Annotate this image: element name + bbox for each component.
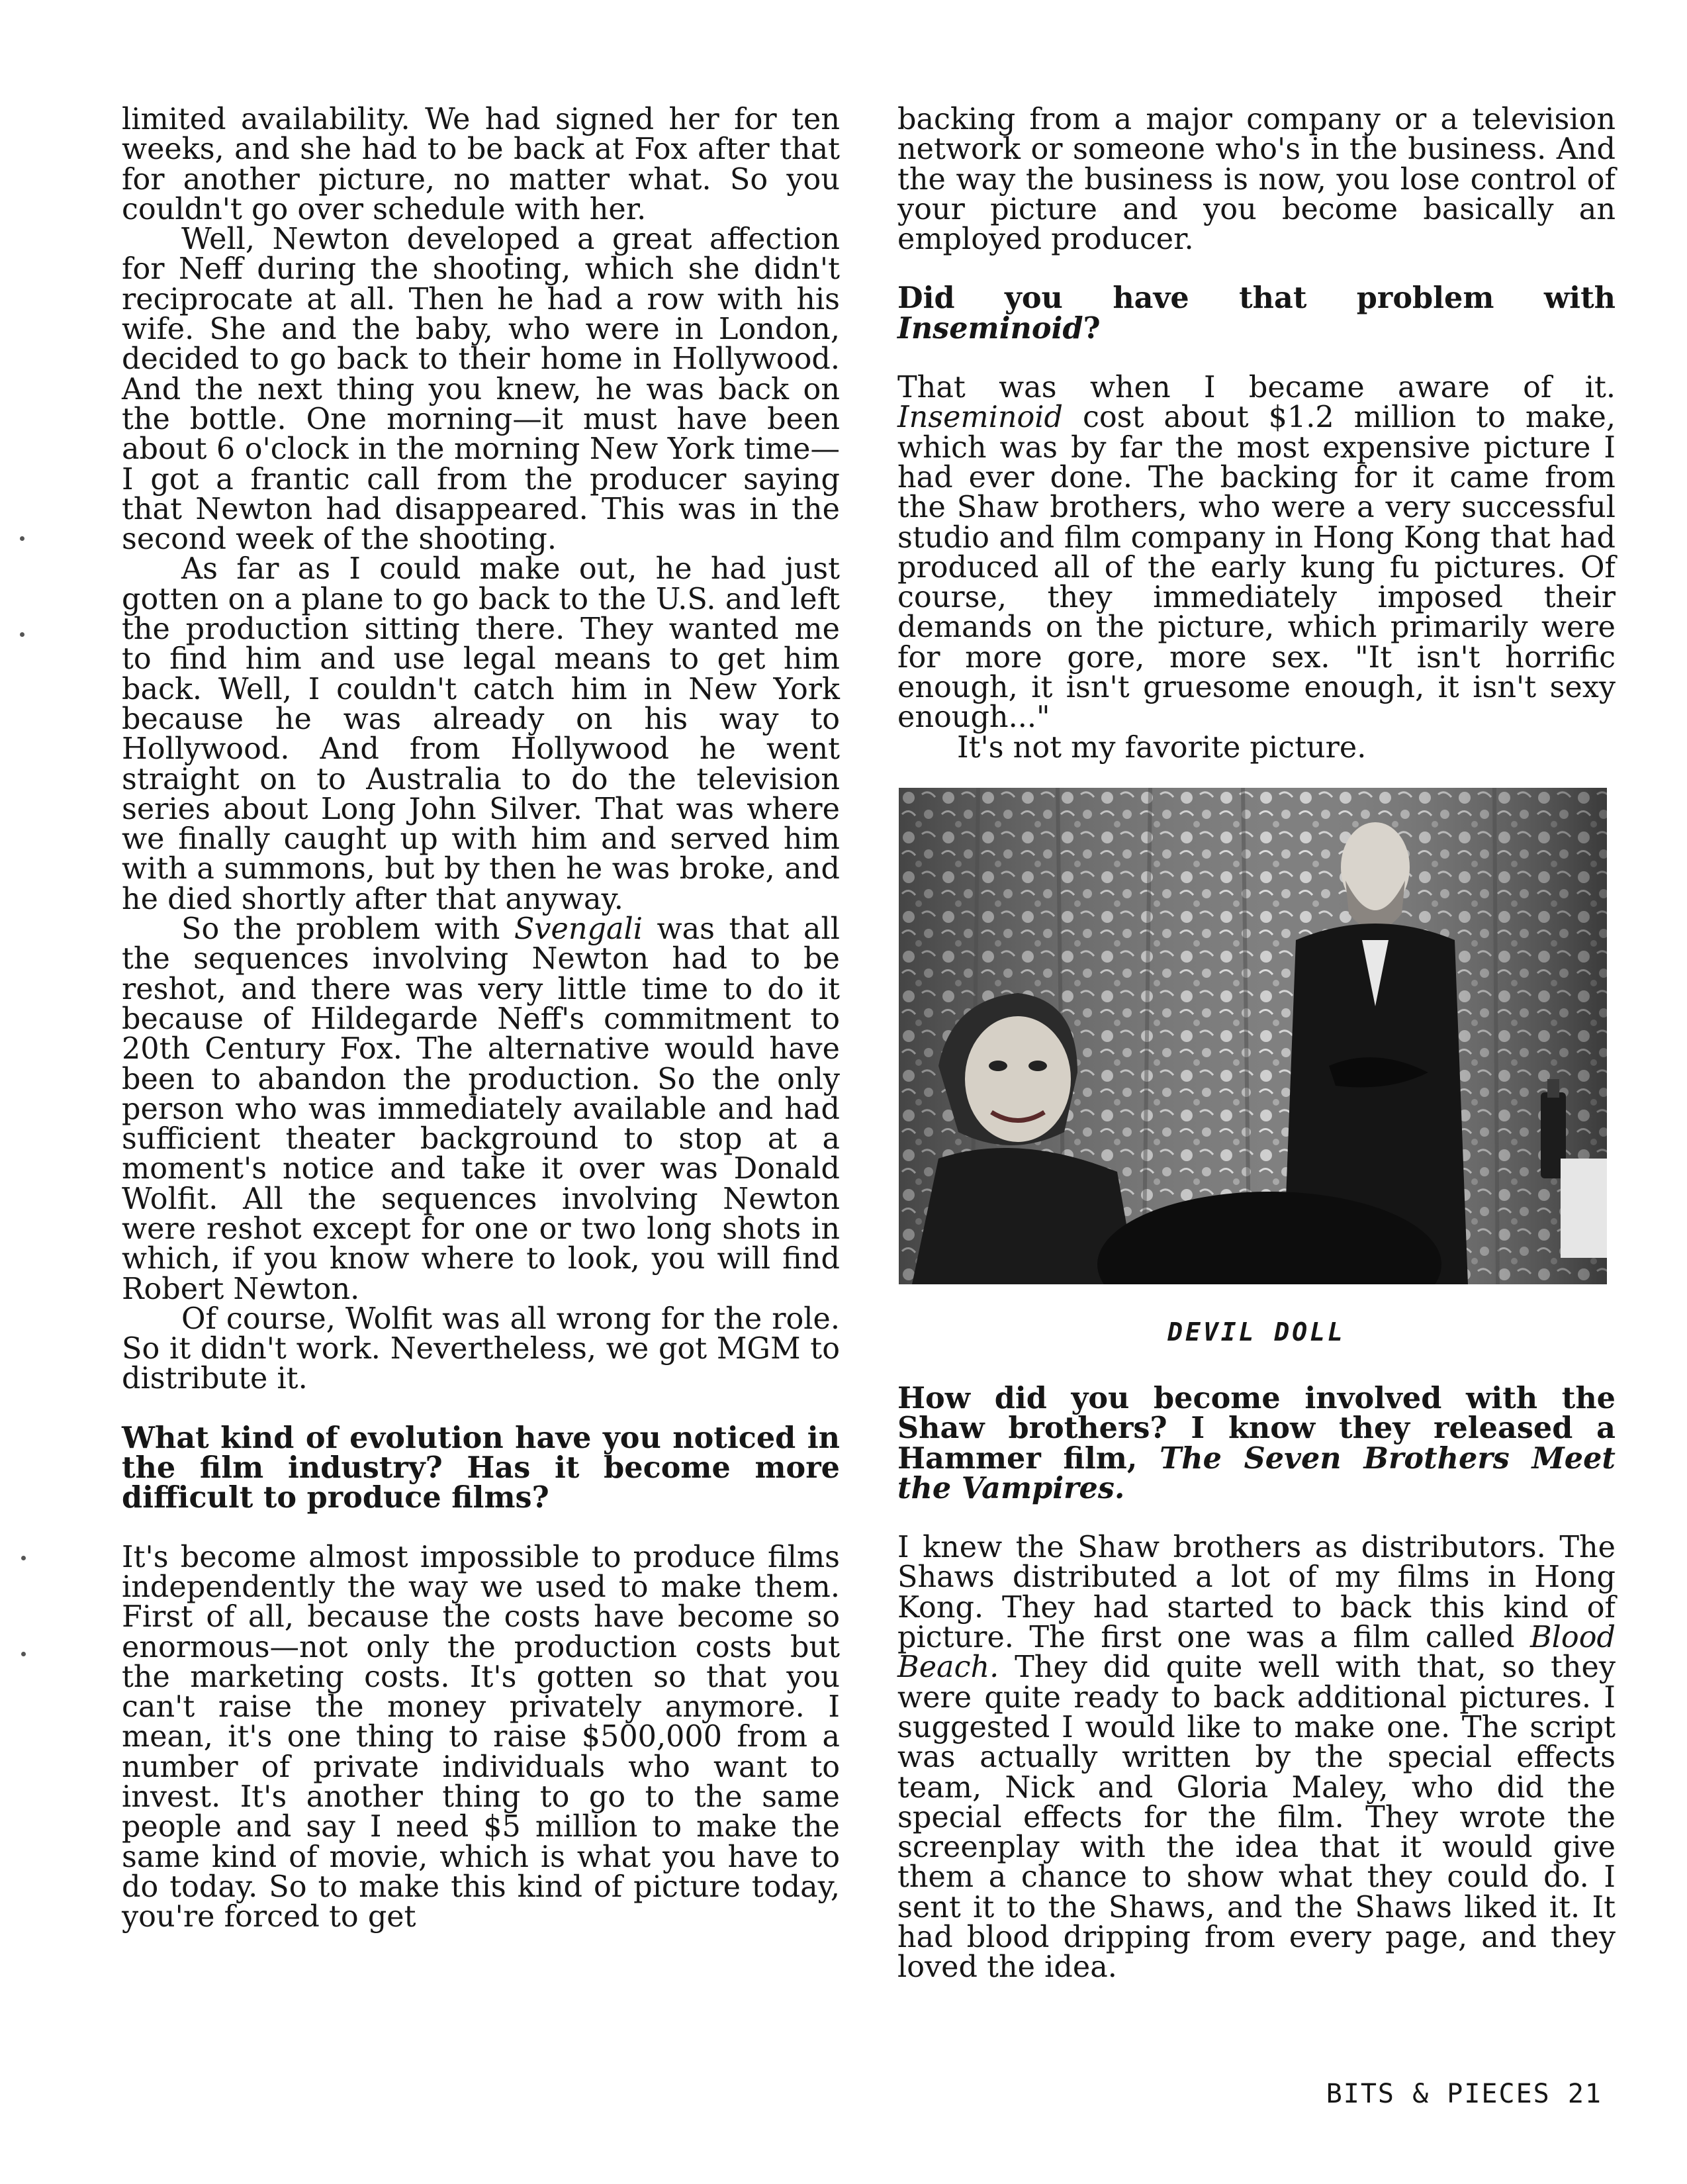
paragraph: backing from a major company or a television network or someone who's in the business. And the way the business is now, you lose control of your picture and you become basically an employed producer. <box>897 103 1616 257</box>
film-title: Svengali <box>514 912 643 947</box>
page-folio: BITS & PIECES 21 <box>1326 2079 1602 2109</box>
interview-question <box>897 1381 1616 1505</box>
scan-speck <box>20 536 24 541</box>
paragraph: As far as I could make out, he had just gotten on a plane to go back to the U.S. and left the production sitting there. They wanted me to find him and use legal means to get him back. Well, I couldn't catch him in New York because he was already on his way to Hollywood. And from Hollywood he went straight on to Australia to do the television series about Long John Silver. That was where we finally caught up with him and served him with a summons, but by then he was broke, and he died shortly after that anyway. <box>122 552 840 916</box>
interview-question: What kind of evolution have you noticed in the film industry? Has it become more difficult to produce films? <box>122 1420 840 1515</box>
photo-caption: DEVIL DOLL <box>1167 1317 1345 1347</box>
paragraph <box>897 373 1616 733</box>
paragraph: It's not my favorite picture. <box>957 730 1367 765</box>
photo-illustration <box>899 788 1607 1284</box>
text-run: That was when I became aware of it. <box>897 371 1616 405</box>
paragraph <box>897 1531 1616 1985</box>
text-run: How did you become involved with the Shaw brothers? I know they released a Hammer film, <box>897 1381 1616 1476</box>
scan-speck <box>21 1652 26 1656</box>
paragraph <box>122 914 840 1304</box>
text-run: was that all the sequences involving Newton had to be reshot, and there was very little time to do it because of Hildegarde Neff's commitment to 20th Century Fox. The alternative would have been to abandon the production. So the only person who was immediately available and had sufficient theater background to stop at a moment's notice and take it over was Donald Wolfit. All the sequences involving Newton were reshot except for one or two long shots in which, if you know where to look, you will find Robert Newton. <box>122 912 841 1306</box>
paragraph: limited availability. We had signed her for ten weeks, and she had to be back at Fox after that for another picture, no matter what. So you couldn't go over schedule with her. <box>122 103 840 226</box>
right-column <box>897 105 1616 763</box>
interview-question <box>897 283 1616 344</box>
film-title: The Seven Brothers Meet the Vampires. <box>897 1441 1616 1505</box>
paragraph: It's become almost impossible to produce films independently the way we used to make them. First of all, because the costs have become so enormous—not only the production costs but the marketing costs. It's gotten so that you can't raise the money privately anymore. I mean, it's one thing to raise $500,000 from a number of private individuals who want to invest. It's another thing to go to the same people and say I need $5 million to make the same kind of movie, which is what you have to do today. So to make this kind of picture today, you're forced to get <box>122 1540 840 1934</box>
devil-doll-photo <box>899 788 1607 1284</box>
right-column-lower <box>897 1381 1616 1985</box>
scan-speck <box>20 632 24 637</box>
paragraph: Of course, Wolfit was all wrong for the role. So it didn't work. Nevertheless, we got MGM to distribute it. <box>122 1302 840 1396</box>
film-title: Inseminoid <box>897 401 1064 435</box>
text-run: ? <box>1083 310 1101 346</box>
text-run: They did quite well with that, so they were quite ready to back additional pictures. I suggested I would like to make one. The script was actually written by the special effects team, Nick and Gloria Maley, who did the special effects for the film. They wrote the screenplay with the idea that it would give them a chance to show what they could do. I sent it to the Shaws, and the Shaws liked it. It had blood dripping from every page, and they loved the idea. <box>897 1650 1616 1985</box>
text-run: So the problem with <box>181 912 514 947</box>
left-column <box>122 105 840 1932</box>
text-run: I knew the Shaw brothers as distributors. The Shaws distributed a lot of my films in Hong Kong. They had started to back this kind of picture. The first one was a film called <box>897 1531 1616 1655</box>
film-title: Inseminoid <box>897 310 1083 346</box>
text-run: Did you have that problem with <box>897 281 1616 316</box>
paragraph: Well, Newton developed a great affection for Neff during the shooting, which she didn't reciprocate at all. Then he had a row with his wife. She and the baby, who were in London, decided to go back to their home in Hollywood. And the next thing you knew, he was back on the bottle. One morning—it must have been about 6 o'clock in the morning New York time—I got a frantic call from the producer saying that Newton had disappeared. This was in the second week of the shooting. <box>122 222 840 557</box>
text-run: cost about $1.2 million to make, which was by far the most expensive picture I had ever done. The backing for it came from the Shaw brothers, who were a very successful studio and film company in Hong Kong that had produced all of the early kung fu pictures. Of course, they immediately imposed their demands on the picture, which primarily were for more gore, more sex. "It isn't horrific enough, it isn't gruesome enough, it isn't sexy enough..." <box>897 401 1616 735</box>
scan-speck <box>21 1556 26 1560</box>
film-title: Blood Beach. <box>897 1621 1616 1685</box>
